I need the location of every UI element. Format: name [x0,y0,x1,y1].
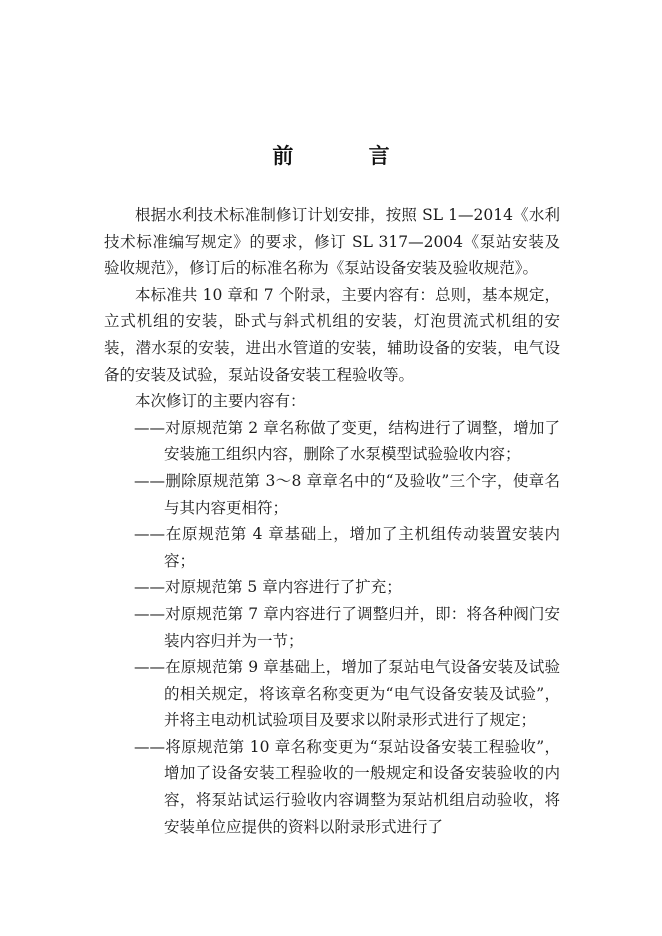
paragraph-background: 根据水利技术标准制修订计划安排，按照 SL 1—2014《水利技术标准编写规定》的要求，修订 SL 317—2004《泵站安装及验收规范》，修订后的标准名称为《泵站设备安装及验收规范》。 [104,206,560,278]
revision-item-chapter-7: ——对原规范第 7 章内容进行了调整归并，即：将各种阀门安装内容归并为一节； [134,604,560,650]
document-body [104,202,560,840]
revision-item-chapter-9: ——在原规范第 9 章基础上，增加了泵站电气设备安装及试验的相关规定，将该章名称变更为“电气设备安装及试验”，并将主电动机试验项目及要求以附录形式进行了规定； [134,658,560,730]
revision-item-chapters-3-8: ——删除原规范第 3～8 章章名中的“及验收”三个字，使章名与其内容更相符； [134,471,560,517]
revision-item-chapter-4: ——在原规范第 4 章基础上，增加了主机组传动装置安装内容； [134,525,560,570]
page-title: 前 言 [272,144,424,168]
paragraph-structure: 本标准共 10 章和 7 个附录，主要内容有：总则，基本规定，立式机组的安装，卧式与斜式机组的安装，灯泡贯流式机组的安装，潜水泵的安装，进出水管道的安装，辅助设备的安装，电气设备的安装及试验，泵站设备安装工程验收等。 [104,285,560,384]
revision-item-chapter-5: ——对原规范第 5 章内容进行了扩充； [134,578,402,597]
paragraph-revision-intro: 本次修订的主要内容有： [135,392,306,411]
revision-item-chapter-2: ——对原规范第 2 章名称做了变更，结构进行了调整，增加了安装施工组织内容，删除了水泵模型试验验收内容； [134,418,560,464]
revision-item-chapter-10: ——将原规范第 10 章名称变更为“泵站设备安装工程验收”，增加了设备安装工程验收的一般规定和设备安装验收的内容，将泵站试运行验收内容调整为泵站机组启动验收，将安装单位应提供的资料以附录形式进行了 [134,737,560,836]
